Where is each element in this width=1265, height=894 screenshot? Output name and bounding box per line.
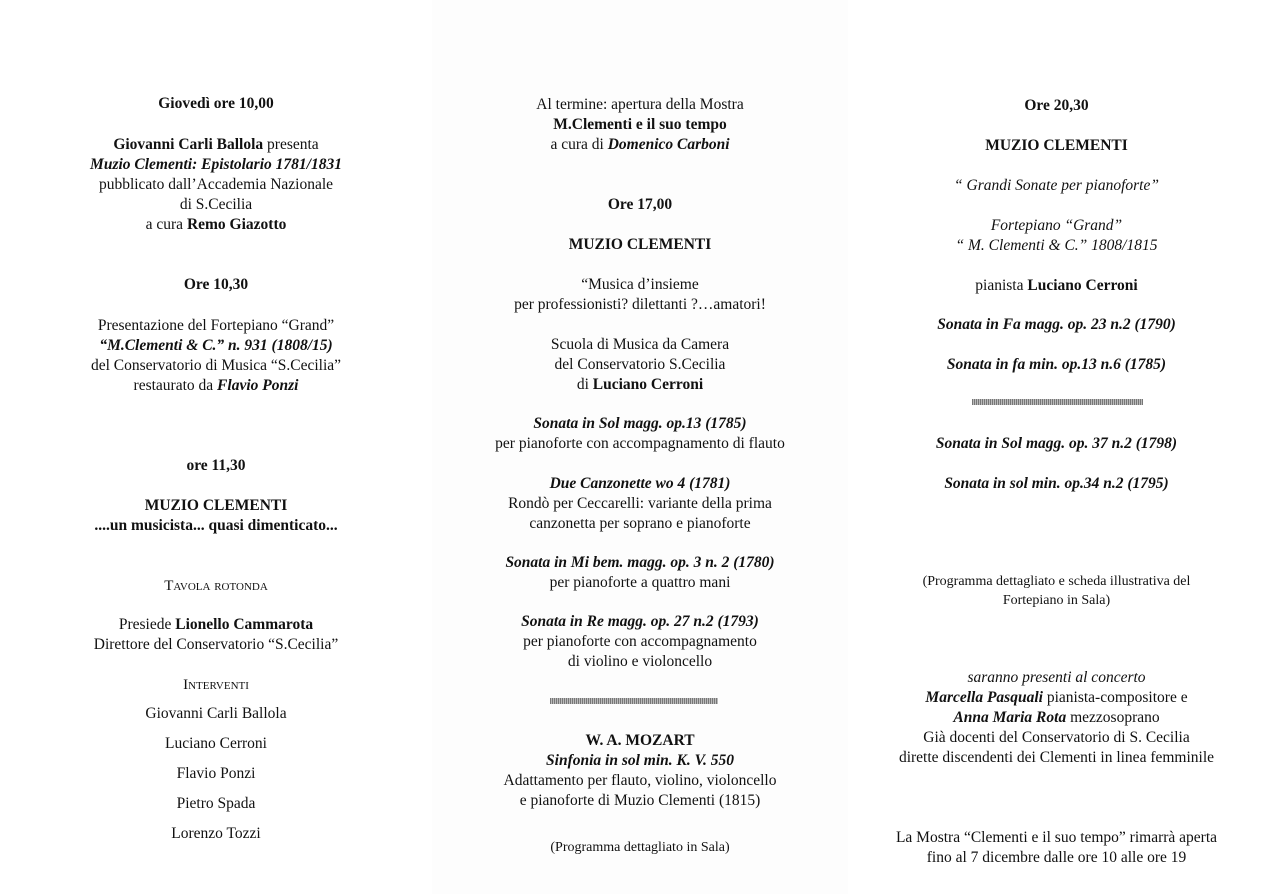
piece-description: Rondò per Ceccarelli: variante della prima: [508, 495, 772, 512]
piece-title: Sinfonia in sol min. K. V. 550: [546, 752, 734, 769]
chair-prefix: Presiede: [118, 616, 176, 633]
restorer-name: Flavio Ponzi: [217, 377, 299, 394]
instrument-line: Fortepiano “Grand”: [990, 217, 1123, 234]
heading-ore-10-30: Ore 10,30: [183, 276, 249, 293]
presentation-line: Presentazione del Fortepiano “Grand”: [97, 317, 335, 334]
piece-description: Adattamento per flauto, violino, violoncello: [503, 772, 777, 789]
editor-prefix: a cura: [145, 216, 187, 233]
panel-morning: [0, 0, 432, 894]
editor-line: [0, 215, 432, 235]
chair-name: Lionello Cammarota: [175, 616, 314, 633]
speaker-item: Giovanni Carli Ballola: [145, 705, 287, 722]
piece-description: per pianoforte con accompagnamento di flauto: [495, 435, 785, 452]
editor-name: Remo Giazotto: [186, 216, 287, 233]
guests-note-2: dirette discendenti dei Clementi in linea femminile: [898, 749, 1215, 766]
conservatory-line: del Conservatorio di Musica “S.Cecilia”: [90, 357, 342, 374]
exhibition-note: La Mostra “Clementi e il suo tempo” rimarrà aperta: [895, 829, 1218, 846]
composer-title: MUZIO CLEMENTI: [568, 236, 712, 253]
concert-title: “ Grandi Sonate per pianoforte”: [954, 177, 1159, 194]
speakers-label: Interventi: [183, 677, 249, 693]
school-director-name: Luciano Cerroni: [592, 376, 704, 393]
piece-title: Sonata in sol min. op.34 n.2 (1795): [944, 475, 1169, 492]
publisher-line-2: di S.Cecilia: [179, 196, 253, 213]
concert-motto-2: per professionisti? dilettanti ?…amatori!: [514, 296, 766, 313]
piece-title: Sonata in Mi bem. magg. op. 3 n. 2 (1780): [505, 554, 775, 571]
heading-giovedi-ore-10: Giovedì ore 10,00: [158, 95, 274, 112]
piece-title: Sonata in Fa magg. op. 23 n.2 (1790): [937, 316, 1176, 333]
school-director-prefix: di: [576, 376, 593, 393]
instrument-model: “ M. Clementi & C.” 1808/1815: [955, 237, 1158, 254]
separator-bar: [550, 698, 718, 704]
school-line: Scuola di Musica da Camera: [550, 336, 730, 353]
piece-description: per pianoforte con accompagnamento: [523, 633, 757, 650]
piece-description: di violino e violoncello: [567, 653, 713, 670]
presenter-name: Giovanni Carli Ballola: [113, 136, 264, 153]
event-subtitle: ....un musicista... quasi dimenticato...: [94, 517, 338, 534]
school-director: [432, 375, 848, 395]
program-note: (Programma dettagliato in Sala): [550, 840, 730, 855]
restorer-prefix: restaurato da: [133, 377, 218, 394]
heading-ore-11-30: ore 11,30: [186, 457, 246, 474]
guests-note: Già docenti del Conservatorio di S. Cecilia: [923, 729, 1190, 746]
book-title: Muzio Clementi: Epistolario 1781/1831: [90, 156, 342, 173]
guest-name: Anna Maria Rota: [953, 709, 1067, 726]
exhibition-title: M.Clementi e il suo tempo: [553, 116, 727, 133]
program-note: (Programma dettagliato e scheda illustrativa del: [922, 574, 1191, 589]
fortepiano-model: “M.Clementi & C.” n. 931 (1808/15): [99, 337, 333, 354]
speaker-item: Pietro Spada: [176, 795, 256, 812]
curator-prefix: a cura di: [550, 136, 608, 153]
piece-description: e pianoforte di Muzio Clementi (1815): [519, 792, 761, 809]
heading-ore-17: Ore 17,00: [607, 196, 673, 213]
guest-role: mezzosoprano: [1066, 709, 1160, 726]
program-note-2: Fortepiano in Sala): [1002, 593, 1111, 608]
guest-line: [848, 708, 1265, 728]
school-line-2: del Conservatorio S.Cecilia: [554, 356, 726, 373]
piece-title: Sonata in Sol magg. op.13 (1785): [533, 415, 747, 432]
exhibition-opening: Al termine: apertura della Mostra: [536, 96, 744, 113]
guest-role: pianista-compositore e: [1042, 689, 1188, 706]
composer-title: MUZIO CLEMENTI: [985, 137, 1128, 154]
separator-bar: [972, 399, 1143, 405]
piece-title: Due Canzonette wo 4 (1781): [549, 475, 731, 492]
pianist-line: [848, 276, 1265, 296]
round-table-label: Tavola rotonda: [164, 578, 268, 594]
concert-motto-1: “Musica d’insieme: [581, 276, 699, 293]
speaker-item: Flavio Ponzi: [176, 765, 256, 782]
curator-line: [432, 135, 848, 155]
curator-name: Domenico Carboni: [607, 136, 730, 153]
chair-line: [0, 615, 432, 635]
guests-intro: saranno presenti al concerto: [967, 669, 1146, 686]
pianist-prefix: pianista: [975, 277, 1028, 294]
piece-title: Sonata in Sol magg. op. 37 n.2 (1798): [935, 435, 1178, 452]
pianist-name: Luciano Cerroni: [1027, 277, 1138, 294]
piece-title: Sonata in fa min. op.13 n.6 (1785): [946, 356, 1167, 373]
event-title: MUZIO CLEMENTI: [144, 497, 288, 514]
speaker-item: Luciano Cerroni: [164, 735, 267, 752]
panel-afternoon: [432, 0, 848, 894]
piece-description: per pianoforte a quattro mani: [549, 574, 731, 591]
presenter-line: [0, 135, 432, 155]
composer-title-mozart: W. A. MOZART: [585, 732, 695, 749]
heading-ore-20-30: Ore 20,30: [1024, 97, 1089, 114]
publisher-line: pubblicato dall’Accademia Nazionale: [98, 176, 334, 193]
piece-title: Sonata in Re magg. op. 27 n.2 (1793): [521, 613, 759, 630]
exhibition-hours: fino al 7 dicembre dalle ore 10 alle ore 19: [926, 849, 1187, 866]
panel-evening: [848, 0, 1265, 894]
guest-name: Marcella Pasquali: [925, 689, 1043, 706]
restorer-line: [0, 376, 432, 396]
guest-line: [848, 688, 1265, 708]
piece-description: canzonetta per soprano e pianoforte: [529, 515, 751, 532]
speaker-item: Lorenzo Tozzi: [171, 825, 261, 842]
chair-role: Direttore del Conservatorio “S.Cecilia”: [93, 636, 339, 653]
presenter-verb: presenta: [263, 136, 319, 153]
